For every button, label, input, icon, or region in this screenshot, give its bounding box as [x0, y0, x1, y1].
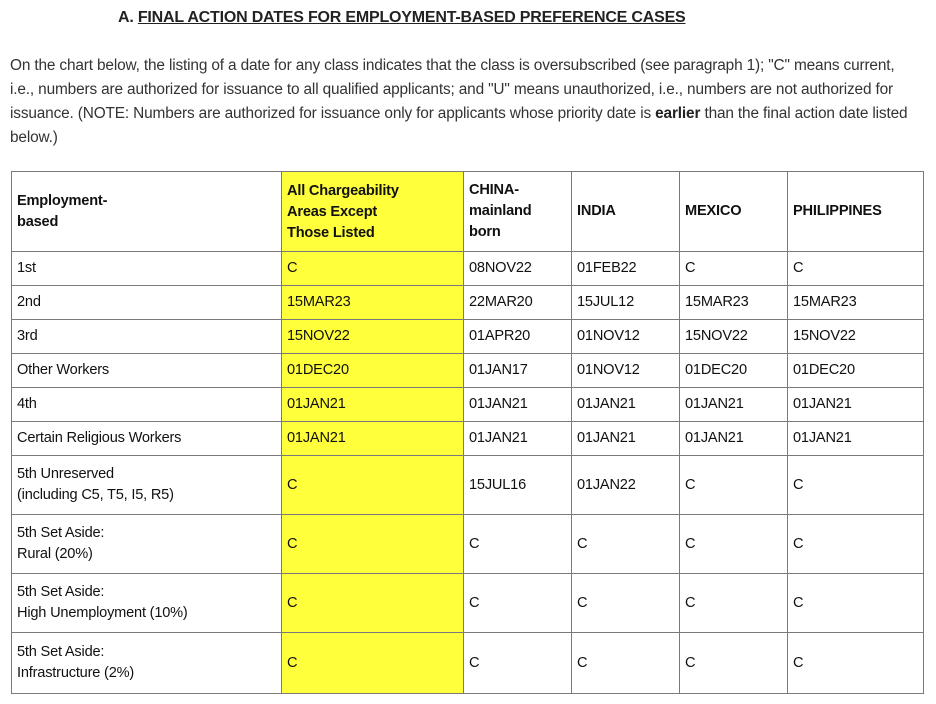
cell-all: C: [282, 633, 464, 694]
section-heading-title: FINAL ACTION DATES FOR EMPLOYMENT-BASED PREFERENCE CASES: [137, 9, 686, 26]
cell-all: 15NOV22: [282, 320, 464, 354]
row-category: [12, 515, 282, 574]
row-category: [12, 354, 282, 388]
cell-mexico: 01JAN21: [680, 388, 788, 422]
row-category-line: Rural (20%): [17, 546, 93, 562]
cell-india: C: [572, 574, 680, 633]
row-category-line: 2nd: [17, 294, 41, 310]
intro-text-2: than the final action date listed below.): [10, 105, 908, 146]
header-line: born: [469, 224, 501, 240]
row-category-line: 1st: [17, 260, 36, 276]
cell-philippines: 15MAR23: [788, 286, 924, 320]
cell-india: 01FEB22: [572, 252, 680, 286]
row-category: [12, 320, 282, 354]
cell-mexico: 15MAR23: [680, 286, 788, 320]
header-all-chargeability: [282, 172, 464, 252]
cell-all: 01DEC20: [282, 354, 464, 388]
table-row: [12, 320, 924, 354]
cell-china: C: [464, 633, 572, 694]
row-category: [12, 456, 282, 515]
row-category-line: 5th Set Aside:: [17, 525, 105, 541]
cell-mexico: C: [680, 574, 788, 633]
row-category-line: (including C5, T5, I5, R5): [17, 487, 174, 503]
header-line: based: [17, 213, 59, 230]
cell-china: 08NOV22: [464, 252, 572, 286]
header-india: INDIA: [572, 172, 680, 252]
cell-philippines: 15NOV22: [788, 320, 924, 354]
table-row: [12, 574, 924, 633]
cell-all: C: [282, 456, 464, 515]
intro-paragraph: [10, 54, 922, 150]
table-row: [12, 515, 924, 574]
cell-india: 15JUL12: [572, 286, 680, 320]
cell-mexico: C: [680, 252, 788, 286]
cell-philippines: 01JAN21: [788, 422, 924, 456]
cell-mexico: 15NOV22: [680, 320, 788, 354]
cell-all: C: [282, 252, 464, 286]
intro-text-1: On the chart below, the listing of a date for any class indicates that the class is oversubscribed (see paragraph 1); "C" means current, i.e., numbers are authorized for issuance to all qualified applicants; and "U" means unauthorized, i.e., numbers are not authorized for issuance. (NOTE: Numbers are authorized for issuance only for applicants whose priority date is: [10, 57, 895, 122]
row-category: [12, 633, 282, 694]
cell-india: 01JAN21: [572, 388, 680, 422]
cell-philippines: 01DEC20: [788, 354, 924, 388]
row-category: [12, 388, 282, 422]
cell-india: 01JAN22: [572, 456, 680, 515]
section-heading: [118, 9, 686, 27]
row-category-line: 5th Set Aside:: [17, 644, 105, 660]
header-china: [464, 172, 572, 252]
cell-all: C: [282, 574, 464, 633]
cell-philippines: 01JAN21: [788, 388, 924, 422]
cell-china: C: [464, 515, 572, 574]
header-mexico: MEXICO: [680, 172, 788, 252]
cell-all: 15MAR23: [282, 286, 464, 320]
header-line: Areas Except: [287, 204, 378, 220]
header-line: Those Listed: [287, 225, 375, 241]
cell-philippines: C: [788, 456, 924, 515]
table-row: [12, 422, 924, 456]
row-category-line: 5th Unreserved: [17, 466, 114, 482]
cell-india: C: [572, 633, 680, 694]
final-action-dates-table: [11, 171, 924, 694]
cell-mexico: 01JAN21: [680, 422, 788, 456]
row-category-line: 5th Set Aside:: [17, 584, 105, 600]
table-row: [12, 456, 924, 515]
row-category-line: 4th: [17, 396, 37, 412]
table-row: [12, 388, 924, 422]
header-line: mainland: [469, 203, 532, 219]
table-header-row: [12, 172, 924, 252]
cell-mexico: 01DEC20: [680, 354, 788, 388]
cell-philippines: C: [788, 252, 924, 286]
row-category-line: High Unemployment (10%): [17, 605, 188, 621]
cell-philippines: C: [788, 633, 924, 694]
cell-mexico: C: [680, 456, 788, 515]
row-category: [12, 422, 282, 456]
cell-china: 15JUL16: [464, 456, 572, 515]
cell-india: 01NOV12: [572, 354, 680, 388]
table-row: [12, 286, 924, 320]
cell-india: C: [572, 515, 680, 574]
row-category-line: Certain Religious Workers: [17, 430, 182, 446]
cell-china: 01JAN21: [464, 388, 572, 422]
cell-china: 22MAR20: [464, 286, 572, 320]
cell-mexico: C: [680, 515, 788, 574]
row-category-line: 3rd: [17, 328, 38, 344]
header-line: All Chargeability: [287, 183, 399, 199]
cell-china: 01APR20: [464, 320, 572, 354]
cell-china: C: [464, 574, 572, 633]
cell-china: 01JAN21: [464, 422, 572, 456]
row-category-line: Other Workers: [17, 362, 110, 378]
table-row: [12, 354, 924, 388]
cell-all: C: [282, 515, 464, 574]
table-row: [12, 633, 924, 694]
header-line: CHINA-: [469, 182, 519, 198]
header-line: Employment-: [17, 192, 108, 209]
cell-china: 01JAN17: [464, 354, 572, 388]
cell-philippines: C: [788, 515, 924, 574]
cell-all: 01JAN21: [282, 422, 464, 456]
table-row: [12, 252, 924, 286]
header-philippines: PHILIPPINES: [788, 172, 924, 252]
table-body: [12, 252, 924, 694]
row-category: [12, 286, 282, 320]
row-category-line: Infrastructure (2%): [17, 665, 135, 681]
row-category: [12, 252, 282, 286]
section-heading-prefix: A.: [118, 9, 138, 26]
cell-philippines: C: [788, 574, 924, 633]
cell-mexico: C: [680, 633, 788, 694]
row-category: [12, 574, 282, 633]
cell-all: 01JAN21: [282, 388, 464, 422]
intro-emphasis: earlier: [655, 105, 701, 122]
header-employment-based: [12, 172, 282, 252]
cell-india: 01JAN21: [572, 422, 680, 456]
cell-india: 01NOV12: [572, 320, 680, 354]
